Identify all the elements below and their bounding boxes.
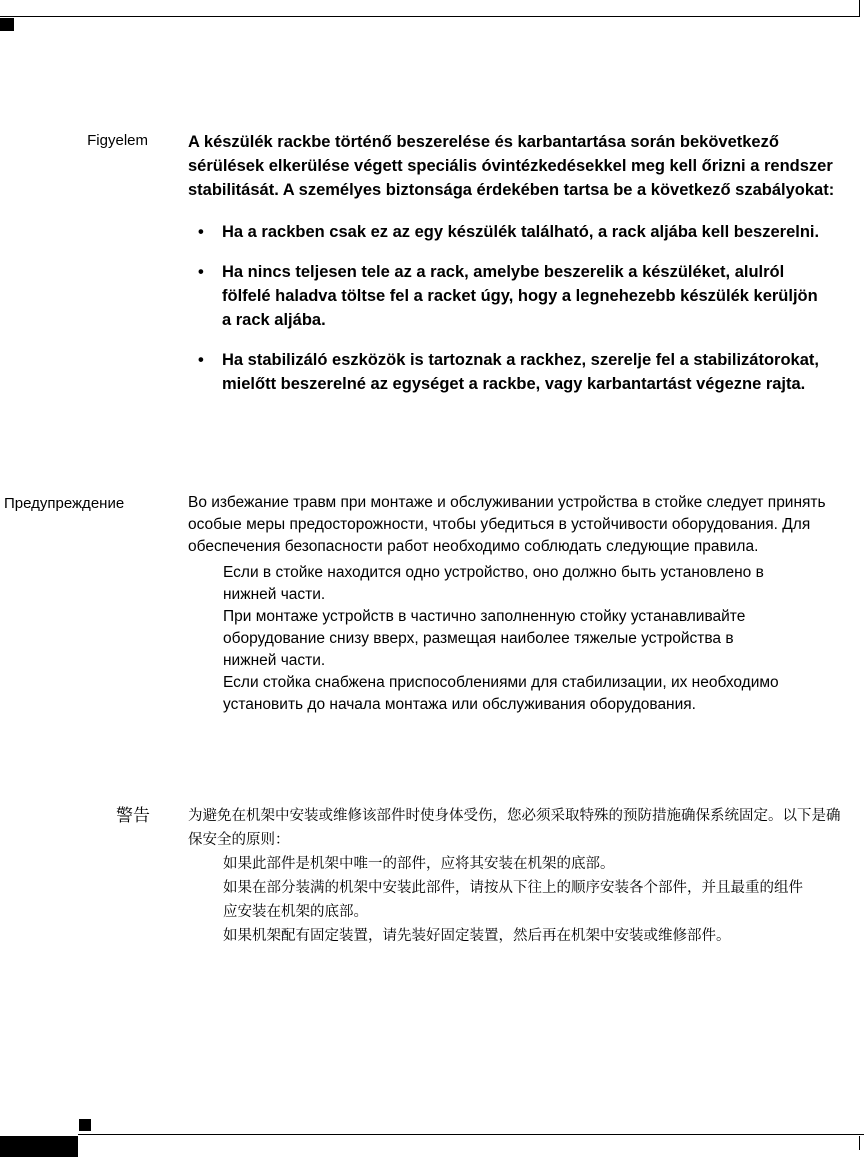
bullet-glyph: •: [198, 223, 204, 241]
warning-intro-hungarian: A készülék rackbe történő beszerelése és karbantartása során bekövetkező sérülések elkerülése végett speciális óvintézkedésekkel meg kell őrizni a rendszer stabilitását. A személyes biztonsága érdekében tartsa be a következő szabályokat:: [188, 133, 835, 199]
warning-intro-russian: Во избежание травм при монтаже и обслуживании устройства в стойке следует принять особые меры предосторожности, чтобы убедиться в устойчивости оборудования. Для обеспечения безопасности работ необходимо соблюдать следующие правила.: [188, 494, 826, 555]
top-right-tick: [859, 0, 860, 16]
list-item: Если в стойке находится одно устройство, оно должно быть установлено в нижней части.: [223, 564, 764, 603]
bottom-marker: [79, 1119, 91, 1131]
warning-intro-chinese: 为避免在机架中安装或维修该部件时使身体受伤，您必须采取特殊的预防措施确保系统固定。以下是确保安全的原则：: [188, 808, 841, 848]
warning-body-chinese: [188, 804, 848, 948]
bullet-glyph: •: [198, 351, 204, 369]
bottom-right-tick: [859, 1136, 860, 1150]
bottom-left-bar: [0, 1136, 78, 1157]
warning-list-hungarian: [188, 220, 848, 396]
warning-body-russian: [188, 492, 848, 716]
list-item-text: Ha a rackben csak ez az egy készülék található, a rack aljába kell beszerelni.: [222, 223, 820, 241]
list-item: 如果机架配有固定装置，请先装好固定装置，然后再在机架中安装或维修部件。: [223, 928, 731, 944]
warning-label-chinese: 警告: [116, 806, 150, 826]
list-item: 如果在部分装满的机架中安装此部件，请按从下往上的顺序安装各个部件，并且最重的组件应安装在机架的底部。: [223, 880, 803, 920]
top-rule: [0, 16, 860, 17]
warning-body-hungarian: [188, 130, 848, 412]
warning-label-hungarian: Figyelem: [87, 132, 148, 149]
bottom-rule: [78, 1134, 864, 1135]
warning-list-chinese: [188, 852, 848, 948]
list-item: [198, 260, 822, 332]
list-item: [198, 348, 822, 396]
list-item: 如果此部件是机架中唯一的部件，应将其安装在机架的底部。: [223, 856, 615, 872]
top-left-marker: [0, 18, 14, 31]
list-item: Если стойка снабжена приспособлениями для стабилизации, их необходимо установить до начала монтажа или обслуживания оборудования.: [223, 674, 779, 713]
warning-label-russian: Предупреждение: [4, 495, 125, 512]
list-item: [198, 220, 822, 244]
warning-list-russian: [188, 562, 848, 716]
list-item-text: Ha nincs teljesen tele az a rack, amelybe beszerelik a készüléket, alulról fölfelé haladva töltse fel a racket úgy, hogy a legnehezebb készülék kerüljön a rack aljába.: [222, 263, 818, 329]
list-item: При монтаже устройств в частично заполненную стойку устанавливайте оборудование снизу вверх, размещая наиболее тяжелые устройства в нижней части.: [223, 608, 746, 669]
list-item-text: Ha stabilizáló eszközök is tartoznak a rackhez, szerelje fel a stabilizátorokat, mielőtt beszerelné az egységet a rackbe, vagy karbantartást végezne rajta.: [222, 351, 819, 393]
bullet-glyph: •: [198, 263, 204, 281]
